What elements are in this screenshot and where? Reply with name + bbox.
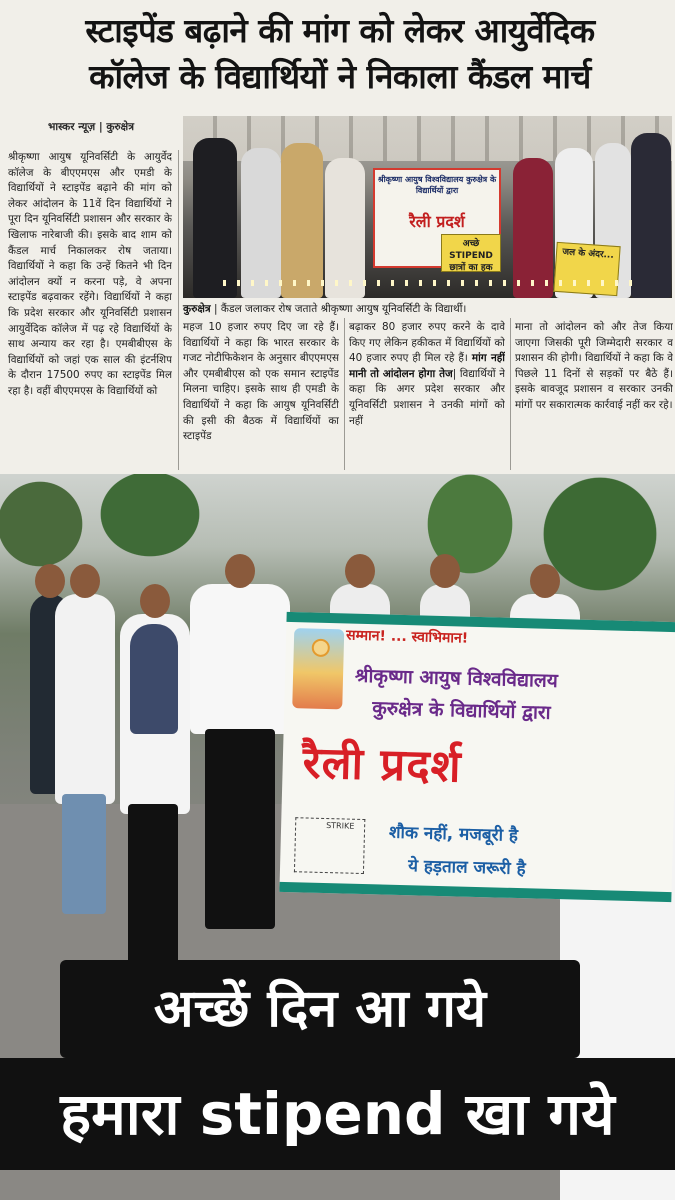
banner-top-text: सम्मान! ... स्वाभिमान! bbox=[345, 627, 469, 647]
placard-right-text: जल के अंदर... bbox=[561, 247, 615, 261]
column-3-text-cont: | विद्यार्थियों ने कहा कि अगर प्रदेश सरकार और यूनिवर्सिटी प्रशासन ने उनकी मांगों को नहीं bbox=[349, 367, 505, 427]
marcher-top bbox=[130, 624, 178, 734]
placard-right bbox=[553, 242, 620, 296]
headline-line-2: कॉलेज के विद्यार्थियों ने निकाला कैंडल मार्च bbox=[89, 57, 591, 96]
placard-main-red-text: रैली प्रदर्श bbox=[409, 212, 465, 231]
headline-line-1: स्टाइपेंड बढ़ाने की मांग को लेकर आयुर्वेदिक bbox=[85, 11, 595, 50]
rally-banner bbox=[279, 612, 675, 902]
student-figure bbox=[241, 148, 281, 298]
deity-image bbox=[292, 628, 344, 709]
article-subhead: मांग नहीं मानी तो आंदोलन होगा तेज bbox=[349, 352, 505, 380]
overlay-caption-line-2: हमारा stipend खा गये bbox=[0, 1058, 675, 1170]
article-column-4: माना तो आंदोलन को और तेज किया जाएगा जिसकी पूरी जिम्मेदारी सरकार व प्रशासन की होगी। विद्यार्थियों ने कहा कि वे पिछले 11 दिनों से सड़कों पर बैठे हैं। इसके बावजूद प्रशासन व सरकार उनकी मांगों पर सकारात्मक कार्रवाई नहीं कर रहे। bbox=[515, 321, 673, 411]
strike-illustration bbox=[294, 817, 365, 874]
column-divider bbox=[510, 318, 511, 470]
news-byline: भास्कर न्यूज़ | कुरुक्षेत्र bbox=[48, 121, 134, 133]
banner-line-4: ये हड़ताल जरूरी है bbox=[407, 856, 526, 880]
student-figure bbox=[631, 133, 671, 298]
newspaper-clipping bbox=[0, 0, 675, 474]
trees-background bbox=[0, 474, 675, 604]
placard-stipend-text: अच्छे STIPEND छात्रों का हक bbox=[449, 239, 493, 273]
placard-main-text: श्रीकृष्णा आयुष विश्वविद्यालय कुरुक्षेत्र के विद्यार्थियों द्वारा bbox=[377, 175, 497, 195]
column-divider bbox=[344, 318, 345, 470]
overlay-caption-line-1: अच्छें दिन आ गये bbox=[60, 960, 580, 1058]
marcher bbox=[55, 594, 115, 804]
article-column-1: श्रीकृष्णा आयुष यूनिवर्सिटी के आयुर्वेद कॉलेज के बीएएमएस और एमडी के विद्यार्थियों ने स्टाइपेंड बढ़ाने की मांग को लेकर आंदोलन के 11वें दिन विद्यार्थियों ने पूरा दिन यूनिवर्सिटी प्रशासन और सरकार के खिलाफ नारेबाजी की। इसके बाद शाम को कैंडल मार्च निकालकर रोष जताया। विद्यार्थियों ने कहा कि उन्हें कितने भी दिन आंदोलन क्यों न करना पड़े, वे अपना स्टाइपेंड बढ़वाकर रहेंगे। विद्यार्थियों ने कहा कि प्रदेश सरकार और यूनिवर्सिटी प्रशासन आयुर्वेदिक कॉलेज में पढ़ रहे विद्यार्थियों के साथ अन्याय कर रहा है। एमबीबीएस के विद्यार्थियों को जहां एक साल की इंटर्नशिप के दौरान 17500 रुपए का स्टाइपेंड मिल रहा है। वहीं बीएएमएस के विद्यार्थियों को bbox=[8, 151, 172, 397]
banner-headline: रैली प्रदर्श bbox=[302, 737, 463, 793]
marcher-lead bbox=[190, 584, 290, 734]
column-3-text: बढ़ाकर 80 हजार रुपए करने के दावे किए गए लेकिन हकीकत में विद्यार्थियों को 40 हजार रुपए ही मिल रहे हैं। bbox=[349, 321, 505, 365]
strike-label: STRIKE bbox=[326, 821, 355, 831]
news-headline bbox=[10, 8, 670, 100]
candles-row bbox=[223, 280, 643, 286]
candle-march-photo bbox=[183, 116, 672, 298]
column-divider bbox=[178, 150, 179, 470]
rally-photo bbox=[0, 474, 675, 1200]
student-figure bbox=[281, 143, 323, 298]
article-column-2: महज 10 हजार रुपए दिए जा रहे हैं। विद्यार्थियों ने कहा कि भारत सरकार के गजट नोटीफिकेशन के अनुसार बीएएमएस और एमबीबीएस को एक समान स्टाइपेंड मिलना चाहिए। इसके साथ ही एमडी के विद्यार्थियों ने कहा कि आयुष यूनिवर्सिटी की इसी की बैठक में विद्यार्थियों का स्टाइपेंड bbox=[183, 321, 339, 443]
banner-line-1: श्रीकृष्णा आयुष विश्वविद्यालय bbox=[354, 664, 559, 693]
article-column-3 bbox=[349, 320, 505, 474]
marcher-legs bbox=[205, 729, 275, 929]
marcher-legs bbox=[62, 794, 106, 914]
caption-place: कुरुक्षेत्र bbox=[183, 303, 211, 315]
student-figure bbox=[193, 138, 237, 298]
photo-caption bbox=[183, 302, 466, 316]
student-figure bbox=[513, 158, 553, 298]
placard-stipend bbox=[441, 234, 501, 272]
banner-line-3: शौक नहीं, मजबूरी है bbox=[388, 822, 519, 847]
marcher-legs bbox=[128, 804, 178, 974]
student-figure bbox=[325, 158, 365, 298]
banner-line-2: कुरुक्षेत्र के विद्यार्थियों द्वारा bbox=[371, 697, 551, 724]
caption-text: | कैंडल जलाकर रोष जताते श्रीकृष्णा आयुष यूनिवर्सिटी के विद्यार्थी। bbox=[210, 303, 467, 315]
